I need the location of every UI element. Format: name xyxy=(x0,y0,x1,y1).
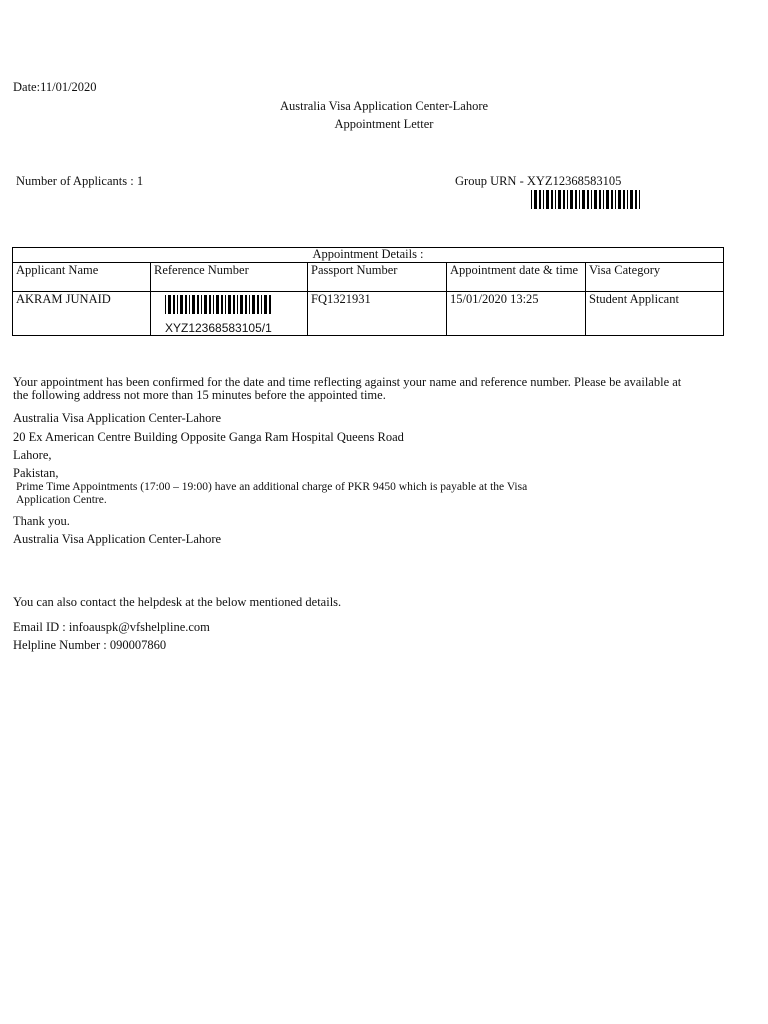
barcode-bar xyxy=(543,190,544,209)
address-line-1: Australia Visa Application Center-Lahore xyxy=(13,411,222,425)
appointment-datetime-cell: 15/01/2020 13:25 xyxy=(447,292,586,336)
barcode-bar xyxy=(582,190,585,209)
barcode-bar xyxy=(180,295,183,314)
barcode-bar xyxy=(563,190,565,209)
barcode-bar xyxy=(221,295,223,314)
letter-title: Appointment Letter xyxy=(334,117,434,131)
group-urn-value: XYZ12368583105 xyxy=(526,174,622,188)
group-urn-barcode xyxy=(531,190,641,209)
barcode-bar xyxy=(591,190,592,209)
column-header-appointment-datetime: Appointment date & time xyxy=(447,263,586,292)
barcode-bar xyxy=(245,295,247,314)
barcode-bar xyxy=(615,190,616,209)
column-header-visa-category: Visa Category xyxy=(586,263,724,292)
column-header-applicant-name: Applicant Name xyxy=(13,263,151,292)
barcode-bar xyxy=(635,190,637,209)
table-caption: Appointment Details : xyxy=(13,248,724,263)
barcode-bar xyxy=(216,295,219,314)
prime-time-line-2: Application Centre. xyxy=(16,494,107,506)
letter-date: Date:11/01/2020 xyxy=(13,80,97,94)
barcode-bar xyxy=(165,295,166,314)
barcode-bar xyxy=(534,190,537,209)
confirmation-line-1: Your appointment has been confirmed for the date and time reflecting against your name and reference number. Please be available at xyxy=(13,375,682,389)
helpdesk-intro: You can also contact the helpdesk at the below mentioned details. xyxy=(13,595,342,609)
barcode-bar xyxy=(618,190,621,209)
barcode-bar xyxy=(603,190,604,209)
barcode-bar xyxy=(197,295,199,314)
group-urn xyxy=(455,174,621,189)
helpdesk-phone: Helpline Number : 090007860 xyxy=(13,638,167,652)
barcode-bar xyxy=(173,295,175,314)
barcode-bar xyxy=(611,190,613,209)
barcode-bar xyxy=(539,190,541,209)
confirmation-line-2: the following address not more than 15 minutes before the appointed time. xyxy=(13,388,386,402)
table-row xyxy=(13,292,724,336)
visa-category-cell: Student Applicant xyxy=(586,292,724,336)
address-line-4: Pakistan, xyxy=(13,466,59,480)
barcode-bar xyxy=(630,190,633,209)
barcode-bar xyxy=(257,295,259,314)
barcode-bar xyxy=(555,190,556,209)
reference-number-text: XYZ12368583105/1 xyxy=(165,321,272,335)
reference-number-cell xyxy=(151,292,308,336)
barcode-bar xyxy=(587,190,589,209)
barcode-bar xyxy=(264,295,267,314)
barcode-bar xyxy=(599,190,601,209)
barcode-bar xyxy=(639,190,640,209)
helpdesk-email: Email ID : infoauspk@vfshelpline.com xyxy=(13,620,210,634)
group-urn-label: Group URN - xyxy=(455,174,527,188)
barcode-bar xyxy=(252,295,255,314)
barcode-bar xyxy=(269,295,271,314)
thanks-text: Thank you. xyxy=(13,514,70,528)
barcode-bar xyxy=(627,190,628,209)
prime-time-line-1: Prime Time Appointments (17:00 – 19:00) have an additional charge of PKR 9450 which is payable at the Visa xyxy=(16,481,528,493)
barcode-bar xyxy=(192,295,195,314)
center-name-heading: Australia Visa Application Center-Lahore xyxy=(279,99,489,113)
barcode-bar xyxy=(570,190,573,209)
barcode-bar xyxy=(531,190,532,209)
reference-barcode xyxy=(165,295,271,314)
barcode-bar xyxy=(225,295,226,314)
column-header-passport-number: Passport Number xyxy=(308,263,447,292)
address-line-3: Lahore, xyxy=(13,448,52,462)
barcode-bar xyxy=(189,295,190,314)
barcode-bar xyxy=(185,295,187,314)
passport-number-cell: FQ1321931 xyxy=(308,292,447,336)
barcode-bar xyxy=(558,190,561,209)
applicant-name-cell: AKRAM JUNAID xyxy=(13,292,151,336)
barcode-bar xyxy=(228,295,231,314)
barcode-bar xyxy=(594,190,597,209)
barcode-bar xyxy=(606,190,609,209)
barcode-bar xyxy=(579,190,580,209)
barcode-bar xyxy=(233,295,235,314)
address-line-2: 20 Ex American Centre Building Opposite Ganga Ram Hospital Queens Road xyxy=(13,430,404,444)
signature-text: Australia Visa Application Center-Lahore xyxy=(13,532,222,546)
barcode-bar xyxy=(213,295,214,314)
barcode-bar xyxy=(204,295,207,314)
barcode-bar xyxy=(177,295,178,314)
barcode-bar xyxy=(567,190,568,209)
column-header-reference-number: Reference Number xyxy=(151,263,308,292)
barcode-bar xyxy=(623,190,625,209)
barcode-bar xyxy=(249,295,250,314)
barcode-bar xyxy=(209,295,211,314)
barcode-bar xyxy=(551,190,553,209)
barcode-bar xyxy=(546,190,549,209)
barcode-bar xyxy=(237,295,238,314)
barcode-bar xyxy=(575,190,577,209)
applicants-count: Number of Applicants : 1 xyxy=(16,174,144,188)
barcode-bar xyxy=(201,295,202,314)
barcode-bar xyxy=(240,295,243,314)
barcode-bar xyxy=(168,295,171,314)
barcode-bar xyxy=(261,295,262,314)
appointment-details-table xyxy=(12,247,724,336)
